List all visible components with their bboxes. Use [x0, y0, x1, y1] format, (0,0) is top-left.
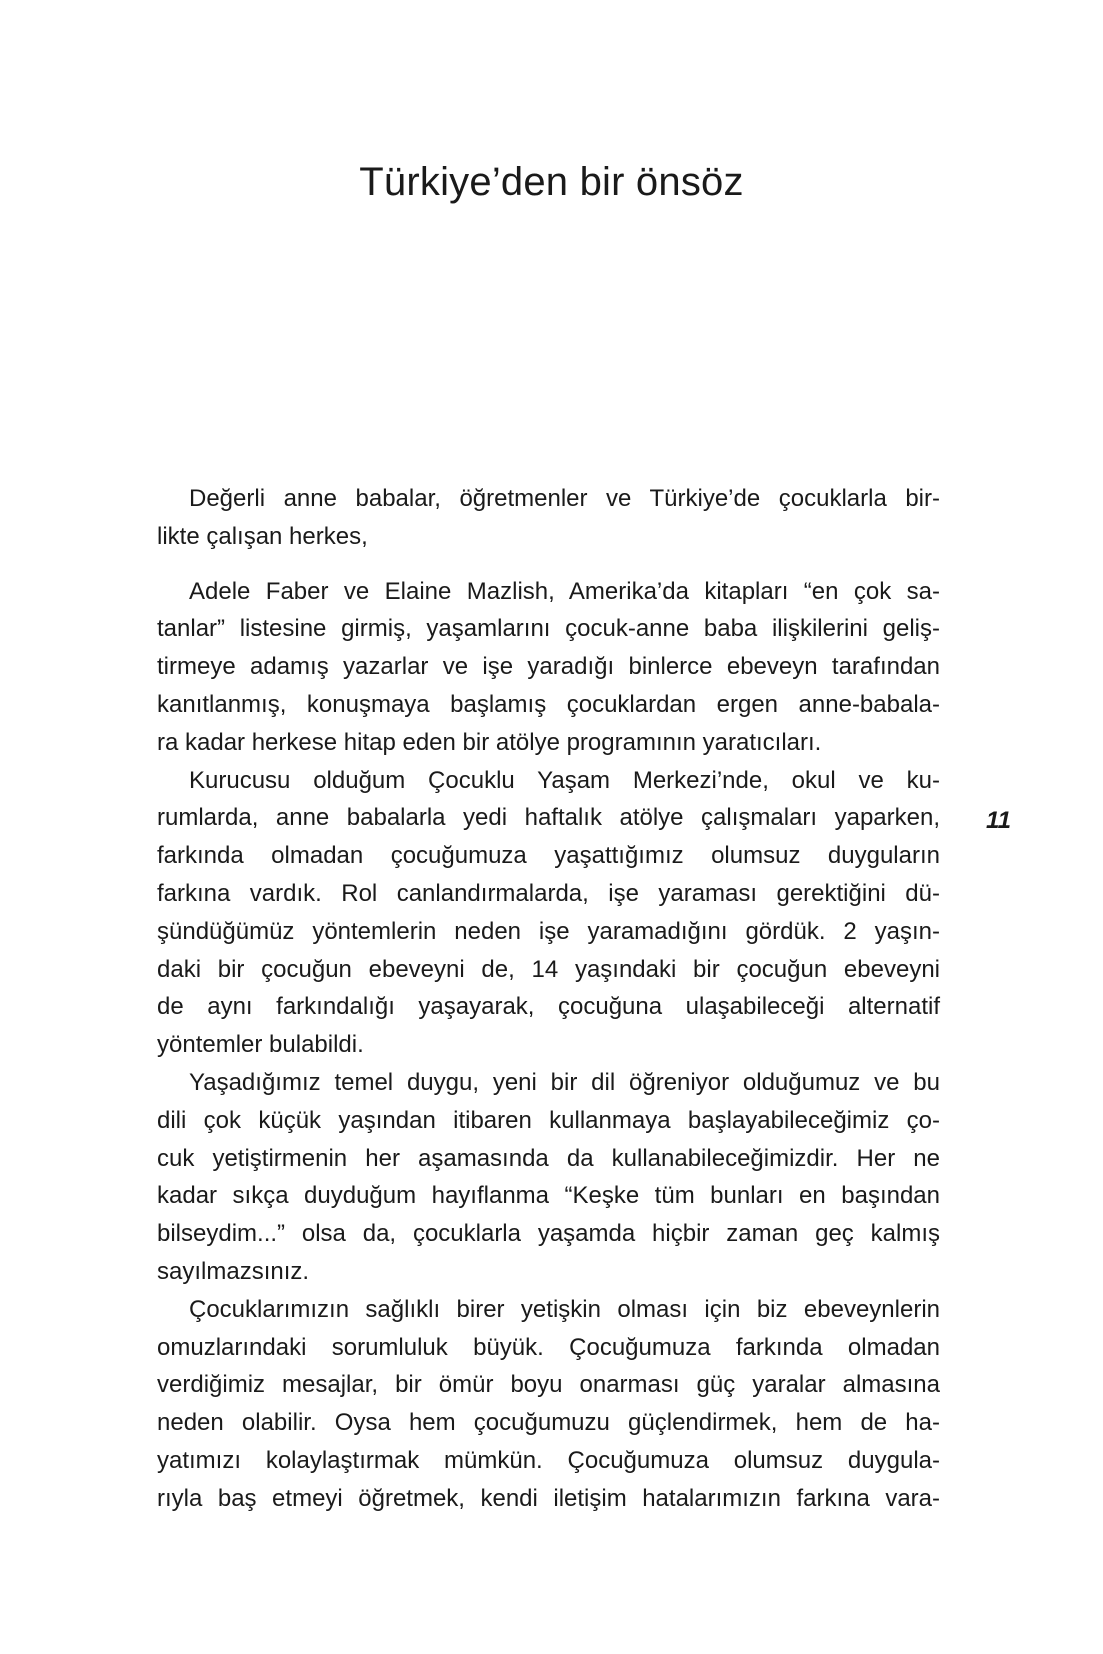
- text-line: Çocuklarımızın sağlıklı birer yetişkin olması için biz ebeveynlerin: [189, 1295, 940, 1323]
- text-line: Kurucusu olduğum Çocuklu Yaşam Merkezi’nde, okul ve ku-: [189, 766, 940, 794]
- text-line: Değerli anne babalar, öğretmenler ve Türkiye’de çocuklarla bir-: [189, 485, 940, 512]
- text-line: rıyla baş etmeyi öğretmek, kendi iletişim hatalarımızın farkına vara-: [157, 1484, 940, 1512]
- text-line: şündüğümüz yöntemlerin neden işe yaramadığını gördük. 2 yaşın-: [157, 917, 940, 945]
- text-line: rumlarda, anne babalarla yedi haftalık atölye çalışmaları yaparken,: [157, 804, 940, 832]
- text-line: de aynı farkındalığı yaşayarak, çocuğuna ulaşabileceği alternatif: [157, 993, 940, 1021]
- text-line: kadar sıkça duyduğum hayıflanma “Keşke tüm bunları en başından: [157, 1182, 940, 1210]
- text-line: tanlar” listesine girmiş, yaşamlarını çocuk-anne baba ilişkilerini geliş-: [157, 615, 940, 643]
- text-line: tirmeye adamış yazarlar ve işe yaradığı binlerce ebeveyn tarafından: [157, 653, 940, 681]
- text-line: bilseydim...” olsa da, çocuklarla yaşamda hiçbir zaman geç kalmış: [157, 1220, 940, 1248]
- text-line: neden olabilir. Oysa hem çocuğumuzu güçlendirmek, hem de ha-: [157, 1409, 940, 1437]
- page-title: Türkiye’den bir önsöz: [359, 160, 744, 204]
- text-line: verdiğimiz mesajlar, bir ömür boyu onarması güç yaralar almasına: [157, 1371, 940, 1399]
- body-text: [157, 480, 940, 1518]
- paragraph-5: [157, 1291, 940, 1518]
- page-number: 11: [986, 807, 1011, 834]
- text-line: ra kadar herkese hitap eden bir atölye programının yaratıcıları.: [157, 728, 822, 756]
- text-line: kanıtlanmış, konuşmaya başlamış çocuklardan ergen anne-babala-: [157, 690, 940, 718]
- paragraph-2: [157, 573, 940, 762]
- paragraph-3: [157, 762, 940, 1064]
- text-line: Adele Faber ve Elaine Mazlish, Amerika’da kitapları “en çok sa-: [189, 577, 940, 605]
- text-line: cuk yetiştirmenin her aşamasında da kullanabileceğimizdir. Her ne: [157, 1144, 940, 1172]
- text-line: sayılmazsınız.: [157, 1257, 310, 1285]
- text-line: likte çalışan herkes,: [157, 522, 368, 550]
- text-line: farkına vardık. Rol canlandırmalarda, işe yaraması gerektiğini dü-: [157, 879, 940, 907]
- paragraph-1: [157, 480, 940, 556]
- text-line: daki bir çocuğun ebeveyni de, 14 yaşındaki bir çocuğun ebeveyni: [157, 955, 940, 983]
- text-line: Yaşadığımız temel duygu, yeni bir dil öğreniyor olduğumuz ve bu: [189, 1068, 940, 1096]
- text-line: farkında olmadan çocuğumuza yaşattığımız olumsuz duyguların: [157, 842, 940, 870]
- text-line: yöntemler bulabildi.: [157, 1031, 364, 1059]
- paragraph-4: [157, 1064, 940, 1291]
- text-line: yatımızı kolaylaştırmak mümkün. Çocuğumuza olumsuz duygula-: [157, 1446, 940, 1474]
- text-line: dili çok küçük yaşından itibaren kullanmaya başlayabileceğimiz ço-: [157, 1106, 940, 1134]
- text-line: omuzlarındaki sorumluluk büyük. Çocuğumuza farkında olmadan: [157, 1333, 940, 1361]
